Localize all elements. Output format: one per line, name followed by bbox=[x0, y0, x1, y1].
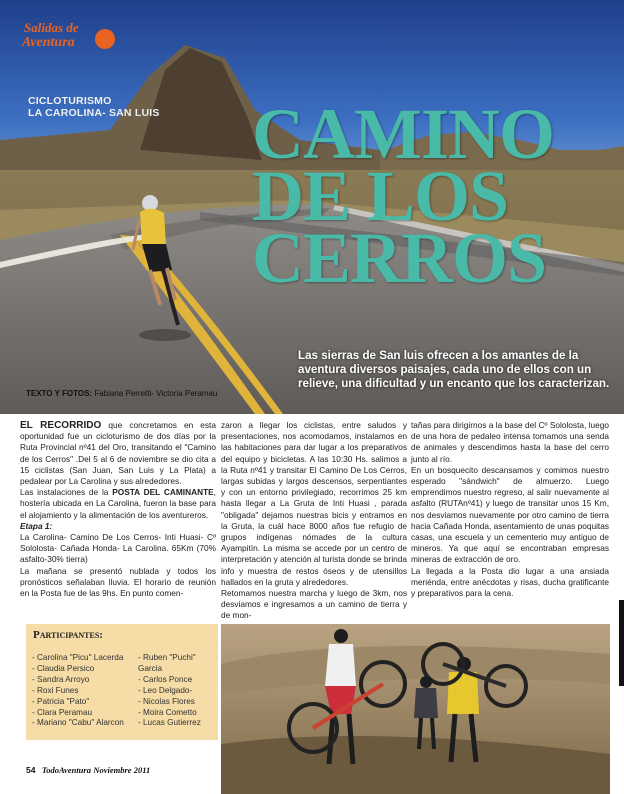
list-item: - Moira Cometto bbox=[138, 707, 197, 717]
list-item: - Ruben "Puchi" Garcia bbox=[138, 653, 196, 673]
section-lead: EL RECORRIDO bbox=[20, 420, 102, 431]
photo-credits bbox=[26, 389, 217, 398]
participants-heading: Participantes: bbox=[33, 629, 103, 641]
route-text: La Carolina- Camino De Los Cerros- Inti Huasi- Cº Sololosta- Cañada Honda- La Carolina. 65Km (70% asfalto-30% tierra) bbox=[20, 532, 216, 565]
paragraph: Retomamos nuestra marcha y luego de 3km, nos desviamos e ingresamos a un camino de tierra y de mon- bbox=[221, 588, 407, 621]
lead-paragraph: Las sierras de San luis ofrecen a los amantes de la aventura diversos paisajes, cada uno de ellos con un relieve, una dificultad y un encanto que los caracterizan. bbox=[298, 349, 610, 390]
paragraph: La llegada a la Posta dio lugar a una ansiada meriénda, entre anécdotas y risas, ducha gratificante y preparativos para la cena. bbox=[411, 565, 609, 599]
article-column-3 bbox=[411, 420, 609, 599]
article-column-2 bbox=[221, 420, 407, 622]
magazine-name: TodoAventura bbox=[41, 765, 91, 775]
participants-box bbox=[26, 624, 218, 740]
title-line-1: CAMINO bbox=[252, 94, 554, 174]
paragraph: En un bosquecito descansamos y comimos nuestro esperado "sándwich" de almuerzo. Luego emprendimos nuestro regreso, al salir nuevamente al asfalto (RUTAnº41) y luego de transitar unos 15 Km, nos desviamos nuevamente por otro camino de tierra hacia Cañada Honda, asentamiento de unas poquitas casas, una escuela y un cementerio muy antiguo de mineros. Ya que aquí se encontraban empresas mineras de extracción de oro. bbox=[411, 464, 609, 565]
list-item: - Carlos Ponce bbox=[138, 674, 193, 684]
credits-names: Fabiana Perretti- Victoria Peramau bbox=[94, 389, 218, 398]
paragraph bbox=[20, 420, 216, 487]
hikers-illustration bbox=[221, 624, 610, 794]
page-edge-bar bbox=[619, 600, 624, 686]
paragraph-text: Las instalaciones de la bbox=[20, 487, 113, 498]
kicker-line-2: LA CAROLINA- SAN LUIS bbox=[28, 107, 160, 119]
article-title bbox=[252, 94, 624, 298]
paragraph: zaron a llegar los ciclistas, entre saludos y presentaciones, nos acomodamos, instalamos en las habitaciones para dar lugar a los preparativos del equipo y bicicletas. A las 10:30 Hs. salimos a la Ruta nº41 y transitar El Camino De Los Cerros, largas subidas y largos descensos, serpentiantes y con un entorno privilegiado, recorrimos 25 km hasta llegar a La Gruta de Inti Huasi , parada "obligada" dejamos nuestras bicis y entramos en la Gruta, la cuál hace 8000 años fue refugio de grupos indígenas nómades de la cultura Ayampitín. La misma se accede por un centro de interpretación y atención al turista donde se brinda info y muestra de restos óseos y de utensillos hallados en la gruta y alrededores. bbox=[221, 420, 407, 587]
list-item: - Lucas Gutierrez bbox=[138, 718, 201, 728]
paragraph-text: que concretamos en esta oportunidad fue un cicloturismo de dos días por la Ruta Provincial nº41 del Oro, transitando el "Camino de los Cerros" .Del 5 al 6 de noviembre se dio cita a 15 ciclistas (San Juan, San Luis y La Plata) a pedalear por La Carolina y sus alrededores. bbox=[20, 420, 216, 487]
magazine-logo bbox=[18, 18, 118, 54]
section-kicker bbox=[28, 95, 160, 119]
article-column-1 bbox=[20, 420, 216, 599]
issue-date: Noviembre 2011 bbox=[93, 765, 151, 775]
hostel-name: POSTA DEL CAMINANTE bbox=[112, 487, 214, 498]
kicker-line-1: CICLOTURISMO bbox=[28, 95, 112, 107]
participants-list-right bbox=[138, 653, 218, 729]
paragraph: La mañana se presentó nublada y todos los pronósticos señalaban lluvia. El horario de reunión en la Posta fue de las 9hs. En punto comen- bbox=[20, 565, 216, 599]
stage-heading: Etapa 1: bbox=[20, 520, 53, 531]
list-item: - Clara Peramau bbox=[32, 707, 93, 717]
list-item: - Mariano "Cabu" Alarcon bbox=[32, 718, 124, 728]
page-number: 54 bbox=[26, 765, 36, 775]
globe-icon bbox=[95, 29, 115, 49]
page-footer bbox=[26, 765, 150, 775]
paragraph bbox=[20, 487, 216, 521]
title-line-3: CERROS bbox=[252, 218, 547, 298]
logo-line-2: Aventura bbox=[22, 35, 75, 50]
list-item: - Nicolas Flores bbox=[138, 696, 195, 706]
list-item: - Claudia Persico bbox=[32, 663, 95, 673]
list-item: - Leo Delgado- bbox=[138, 685, 193, 695]
credits-label: TEXTO Y FOTOS: bbox=[26, 389, 93, 398]
participants-list-left bbox=[32, 653, 124, 729]
paragraph: tañas para dirigirnos a la base del Cº Sololosta, luego de una hora de pedaleo intensa tomamos una senda de animales y descendimos hasta la base del cerro junto al río. bbox=[411, 420, 609, 464]
list-item: - Carolina "Picu" Lacerda bbox=[32, 653, 124, 662]
logo-line-1: Salidas de bbox=[24, 20, 79, 35]
list-item: - Sandra Arroyo bbox=[32, 674, 90, 684]
title-line-2: DE LOS bbox=[252, 156, 509, 236]
hikers-photo bbox=[221, 624, 610, 794]
paragraph-text: , hostería ubicada en La Carolina, fueron la base para el alojamiento y la alimentación de los aventureros. bbox=[20, 487, 216, 520]
list-item: - Patricia "Pato" bbox=[32, 696, 90, 706]
list-item: - Roxi Funes bbox=[32, 685, 79, 695]
